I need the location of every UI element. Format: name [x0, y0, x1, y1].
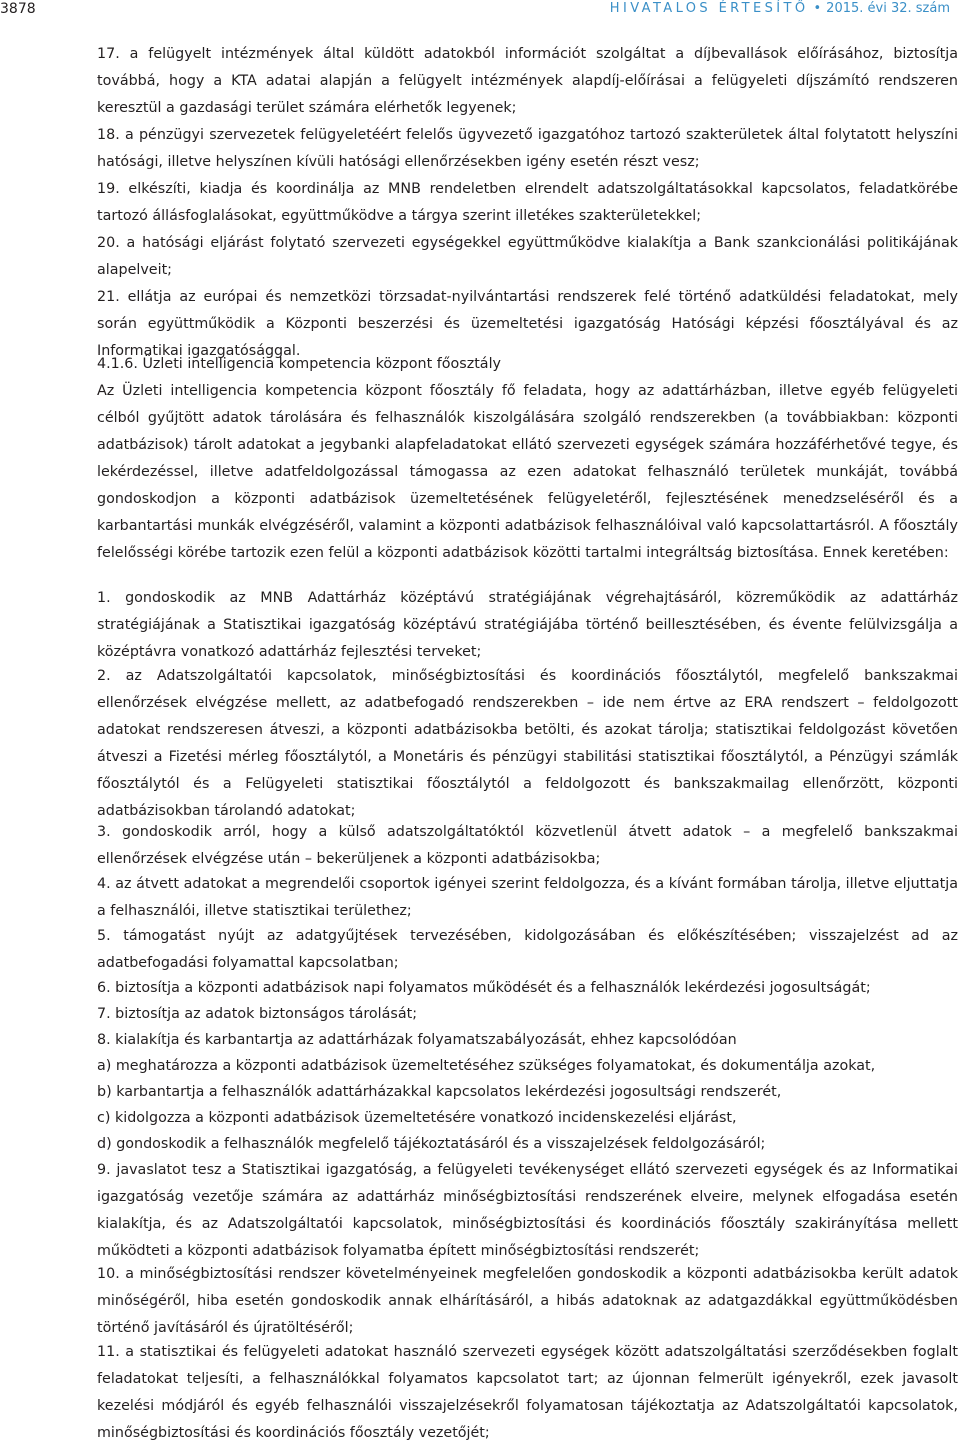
item-19: 19. elkészíti, kiadja és koordinálja az MNB rendeletben elrendelt adatszolgáltatásokkal kapcsolatos, feladatkörébe tartozó állásfoglalásokat, együttműködve a tárgya szerint illetékes szakterületekkel; — [97, 181, 958, 224]
list-item-1: 1. gondoskodik az MNB Adattárház középtávú stratégiájának végrehajtásáról, közreműködik az adattárház stratégiájának a Statisztikai igazgatóság középtávú stratégiájába történő beillesztésében, és évente felülvizsgálja a középtávra vonatkozó adattárház fejlesztési terveket; — [97, 590, 958, 660]
list-item-5: 5. támogatást nyújt az adatgyűjtések tervezésében, kidolgozásában és előkészítésében; visszajelzést ad az adatbefogadási folyamattal kapcsolatban; — [97, 928, 958, 971]
item-18: 18. a pénzügyi szervezetek felügyeletéért felelős ügyvezető igazgatóhoz tartozó szakterületek által folytatott helyszíni hatósági, illetve helyszínen kívüli hatósági ellenőrzésekben igény esetén részt vesz; — [97, 127, 958, 170]
sub-item-a: a) meghatározza a központi adatbázisok üzemeltetéséhez szükséges folyamatokat, és dokumentálja azokat, — [97, 1058, 876, 1074]
list-item-2: 2. az Adatszolgáltatói kapcsolatok, minőségbiztosítási és koordinációs főosztálytól, megfelelő bankszakmai ellenőrzések elvégzése mellett, az adatbefogadó rendszerekben – ide nem értve az ERA rendszert – feldolgozott adatokat rendszeresen átveszi, a központi adatbázisokba betölti, és azokat tárolja; statisztikai feldolgozást követően átveszi a Fizetési mérleg főosztálytól, a Monetáris és pénzügyi stabilitási statisztikai főosztálytól, a Pénzügyi számlák főosztálytól és a Felügyeleti statisztikai főosztálytól a feldolgozott és bankszakmailag ellenőrzött, központi adatbázisokban tárolandó adatokat; — [97, 668, 958, 819]
list-item-10: 10. a minőségbiztosítási rendszer követelményeinek megfelelően gondoskodik a központi adatbázisokba került adatok minőségéről, hiba esetén gondoskodik annak elhárításáról, a hibás adatoknak az adatgazdákkal együttműködésben történő javításáról és újratöltéséről; — [97, 1266, 958, 1336]
list-item-3: 3. gondoskodik arról, hogy a külső adatszolgáltatóktól közvetlenül átvett adatok – a megfelelő bankszakmai ellenőrzések elvégzése után – bekerüljenek a központi adatbázisokba; — [97, 824, 958, 867]
journal-title: HIVATALOS ÉRTESÍTŐ — [609, 1, 809, 16]
section-intro: Az Üzleti intelligencia kompetencia központ főosztály fő feladata, hogy az adattárházban, illetve egyéb felügyeleti célból gyűjtött adatok tárolására és felhasználók kiszolgálására szolgáló rendszerekben (a továbbiakban: központi adatbázisok) tárolt adatokat a jegybanki alapfeladatokat ellátó szervezeti egységek számára hozzáférhetővé tegye, és lekérdezéssel, illetve adatfeldolgozással támogassa az ezen adatokat felhasználó területek munkáját, továbbá gondoskodjon a központi adatbázisok üzemeltetésének felügyeletéről, fejlesztésének menedzseléséről és a karbantartási munkák elvégzéséről, valamint a központi adatbázisok felhasználóival való kapcsolattartásról. A főosztály felelősségi körébe tartozik ezen felül a központi adatbázisok közötti tartalmi integráltság biztosítása. Ennek keretében: — [97, 383, 958, 561]
list-item-9: 9. javaslatot tesz a Statisztikai igazgatóság, a felügyeleti tevékenységet ellátó szervezeti egységek és az Informatikai igazgatóság vezetője számára az adattárház minőségbiztosítási rendszerének elveire, melynek elfogadása esetén kialakítja, és az Adatszolgáltatói kapcsolatok, minőségbiztosítási és koordinációs főosztály szakirányítása mellett működteti a központi adatbázisok folyamatba épített minőségbiztosítási rendszerét; — [97, 1162, 958, 1259]
item-21: 21. ellátja az európai és nemzetközi törzsadat-nyilvántartási rendszerek felé történő adatküldési feladatokat, mely során együttműködik a Központi beszerzési és üzemeltetési igazgatóság Hatósági képzési főosztályával és az Informatikai igazgatósággal. — [97, 289, 958, 359]
separator-dot: • — [813, 1, 822, 16]
sub-item-b: b) karbantartja a felhasználók adattárházakkal kapcsolatos lekérdezési jogosultsági rendszerét, — [97, 1084, 782, 1100]
list-item-11: 11. a statisztikai és felügyeleti adatokat használó szervezeti egységek között adatszolgáltatási szerződésekben foglalt feladatokat teljesíti, a felhasználókkal folyamatos kapcsolatot tart; az újonnan felmerült igényekről, ezek javasolt kezelési módjáról és egyéb felhasználói visszajelzésekről folyamatosan tájékoztatja az Adatszolgáltatói kapcsolatok, minőségbiztosítási és koordinációs főosztály vezetőjét; — [97, 1344, 958, 1441]
sub-item-d: d) gondoskodik a felhasználók megfelelő tájékoztatásáról és a visszajelzések feldolgozásáról; — [97, 1136, 766, 1152]
item-17: 17. a felügyelt intézmények által küldött adatokból információt szolgáltat a díjbevallások előírásához, biztosítja továbbá, hogy a KTA adatai alapján a felügyelt intézmények alapdíj-előírásai a felügyeleti díjszámító rendszeren keresztül a gazdasági terület számára elérhetők legyenek; — [97, 46, 958, 116]
page-number: 3878 — [0, 1, 36, 17]
section-heading: 4.1.6. Üzleti intelligencia kompetencia központ főosztály — [97, 356, 501, 372]
issue-label: 2015. évi 32. szám — [826, 1, 950, 16]
list-item-4: 4. az átvett adatokat a megrendelői csoportok igényei szerint feldolgozza, és a kívánt formában tárolja, illetve eljuttatja a felhasználói, illetve statisztikai területhez; — [97, 876, 958, 919]
sub-item-c: c) kidolgozza a központi adatbázisok üzemeltetésére vonatkozó incidenskezelési eljárást, — [97, 1110, 737, 1126]
list-item-7: 7. biztosítja az adatok biztonságos tárolását; — [97, 1006, 418, 1022]
list-item-6: 6. biztosítja a központi adatbázisok napi folyamatos működését és a felhasználók lekérdezési jogosultságát; — [97, 980, 871, 996]
item-20: 20. a hatósági eljárást folytató szervezeti egységekkel együttműködve kialakítja a Bank szankcionálási politikájának alapelveit; — [97, 235, 958, 278]
journal-info — [610, 0, 950, 18]
page-header — [0, 0, 960, 24]
list-item-8: 8. kialakítja és karbantartja az adattárházak folyamatszabályozását, ehhez kapcsolódóan — [97, 1032, 737, 1048]
